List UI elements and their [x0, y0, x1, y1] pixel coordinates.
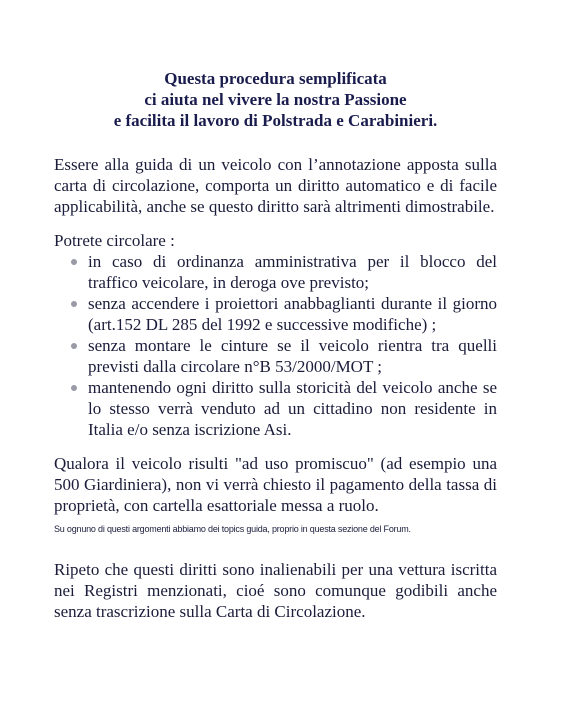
intro-paragraph: Essere alla guida di un veicolo con l’annotazione apposta sulla carta di circolazione, comporta un diritto automatico e di facile applicabilità, anche se questo diritto sarà altrimenti dimostrabile.: [54, 155, 497, 216]
list-intro: Potrete circolare :: [54, 231, 175, 250]
list-item: [88, 251, 497, 293]
list-item-text: senza accendere i proiettori anabbaglianti durante il giorno (art.152 DL 285 del 1992 e successive modifiche) ;: [88, 294, 497, 334]
title-line-1: Questa procedura semplificata: [164, 69, 387, 88]
bullet-icon: [71, 385, 77, 391]
list-item-text: mantenendo ogni diritto sulla storicità del veicolo anche se lo stesso verrà venduto ad un cittadino non residente in Italia e/o senza iscrizione Asi.: [88, 378, 497, 439]
list-item: [88, 335, 497, 377]
bullet-icon: [71, 343, 77, 349]
bullet-icon: [71, 259, 77, 265]
title-line-2: ci aiuta nel vivere la nostra Passione: [144, 90, 407, 109]
forum-note: Su ognuno di questi argomenti abbiamo dei topics guida, proprio in questa sezione del Forum.: [54, 524, 411, 534]
document-title: [54, 68, 497, 131]
title-line-3: e facilita il lavoro di Polstrada e Carabinieri.: [113, 111, 438, 130]
list-item-text: in caso di ordinanza amministrativa per il blocco del traffico veicolare, in deroga ove previsto;: [88, 252, 497, 292]
document-page: [54, 68, 497, 622]
list-item: [88, 293, 497, 335]
promiscuo-paragraph: Qualora il veicolo risulti "ad uso promiscuo" (ad esempio una 500 Giardiniera), non vi verrà chiesto il pagamento della tassa di proprietà, con cartella esattoriale messa a ruolo.: [54, 454, 497, 515]
list-item-text: senza montare le cinture se il veicolo rientra tra quelli previsti dalla circolare n°B 53/2000/MOT ;: [88, 336, 497, 376]
list-item: [88, 377, 497, 440]
bullet-icon: [71, 301, 77, 307]
closing-paragraph: Ripeto che questi diritti sono inalienabili per una vettura iscritta nei Registri menzionati, cioé sono comunque godibili anche senza trascrizione sulla Carta di Circolazione.: [54, 560, 497, 621]
benefits-list: [54, 251, 497, 440]
